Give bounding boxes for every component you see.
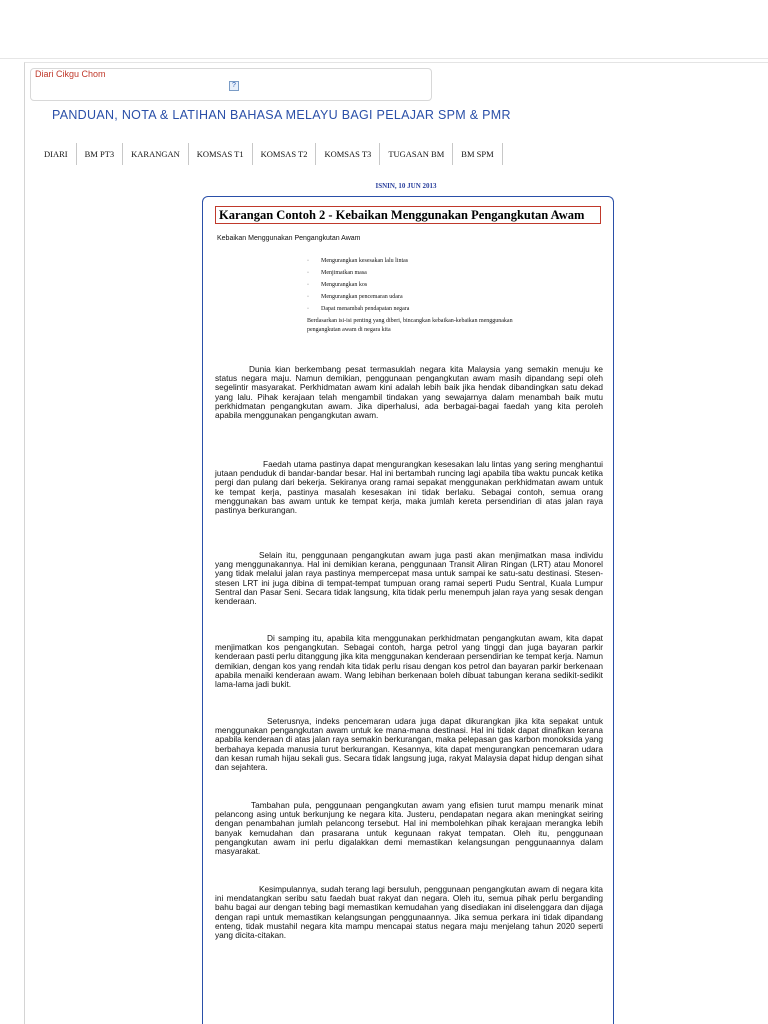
bullet-marker: · (307, 270, 309, 276)
list-item-text: Mengurangkan pencemaran udara (321, 294, 403, 300)
essay-paragraph: Dunia kian berkembang pesat termasuklah negara kita Malaysia yang semakin menuju ke status negara maju. Namun demikian, penggunaan pengangkutan awam masih dipandang sepi oleh segelintir masyarakat. Perkhidmatan awam kini adalah lebih baik jika hendak dibandingkan satu dekad yang lalu. Pihak kerajaan telah mengambil tindakan yang sewajarnya dalam menambah baik mutu perkhidmatan pengangkutan awam. Jika diperhalusi, ada berbagai-bagai faedah yang kita peroleh apabila menggunakan pengangkutan awam. (215, 364, 603, 421)
essay-instruction: Berdasarkan isi-isi penting yang diberi, bincangkan kebaikan-kebaikan menggunakan pengangkutan awam di negara kita (307, 318, 513, 333)
list-item (307, 267, 607, 279)
key-points-list (307, 255, 607, 315)
list-item (307, 255, 607, 267)
nav-item-diari[interactable]: DIARI (36, 143, 77, 165)
essay-paragraph: Tambahan pula, penggunaan pengangkutan awam yang efisien turut mampu menarik minat pelancong asing untuk berkunjung ke negara kita. Justeru, pendapatan negara akan meningkat seiring dengan penambahan jumlah pelancong tersebut. Hal ini membolehkan pihak kerajaan merangka lebih banyak kemudahan dan prasarana untuk kegunaan rakyat tempatan. Oleh itu, penggunaan pengangkutan awam ini perlu digalakkan demi memastikan kelangsungan penggunaannya dalam masyarakat. (215, 800, 603, 857)
post-body (202, 196, 614, 1024)
list-item (307, 279, 607, 291)
nav-item-bm-pt3[interactable]: BM PT3 (77, 143, 124, 165)
list-item-text: Mengurangkan kos (321, 282, 368, 288)
essay-paragraph: Faedah utama pastinya dapat mengurangkan kesesakan lalu lintas yang sering menghantui jutaan penduduk di bandar-bandar besar. Hal ini bertambah runcing lagi apabila tiba waktu puncak ketika pergi dan pulang dari bekerja. Sekiranya orang ramai sepakat menggunakan perkhidmatan awam untuk ke tempat kerja, pastinya masalah kesesakan ini tidak berlaku. Sebagai contoh, semua orang menggunakan bas awam untuk ke tempat kerja, maka jumlah kereta persendirian di atas jalan raya pastinya berkurangan. (215, 459, 603, 516)
post-subtitle: Kebaikan Menggunakan Pengangkutan Awam (217, 235, 361, 242)
bullet-marker: · (307, 282, 309, 288)
nav-item-karangan[interactable]: KARANGAN (123, 143, 189, 165)
top-divider (0, 58, 768, 59)
bullet-marker: · (307, 306, 309, 312)
bullet-marker: · (307, 258, 309, 264)
list-item (307, 303, 607, 315)
blog-description: PANDUAN, NOTA & LATIHAN BAHASA MELAYU BAGI PELAJAR SPM & PMR (52, 108, 511, 122)
post-date: ISNIN, 10 JUN 2013 (375, 182, 437, 190)
blog-title[interactable]: Diari Cikgu Chom (35, 69, 106, 79)
list-item (307, 291, 607, 303)
post-title[interactable]: Karangan Contoh 2 - Kebaikan Menggunakan Pengangkutan Awam (215, 206, 601, 224)
essay-paragraph: Di samping itu, apabila kita menggunakan perkhidmatan pengangkutan awam, kita dapat menjimatkan kos pengangkutan. Sebagai contoh, harga petrol yang tinggi dan juga bayaran parkir kenderaan pasti perlu ditanggung jika kita menggunakan kenderaan persendirian ke tempat kerja. Namun demikian, dengan kos yang rendah kita tidak perlu risau dengan kos petrol dan bayaran parkir berkenaan apabila menaiki kenderaan awam. Wang lebihan berkenaan boleh dibuat tabungan kerana sedikit-sedikit lama-lama jadi bukit. (215, 633, 603, 690)
nav-item-komsas-t3[interactable]: KOMSAS T3 (316, 143, 380, 165)
broken-image-icon: ? (229, 81, 239, 91)
blog-header (30, 68, 432, 101)
nav-item-tugasan-bm[interactable]: TUGASAN BM (380, 143, 453, 165)
essay-paragraph: Selain itu, penggunaan pengangkutan awam juga pasti akan menjimatkan masa individu yang menggunakannya. Hal ini demikian kerana, penggunaan Transit Aliran Ringan (LRT) atau Monorel yang tidak melalui jalan raya pastinya mempercepat masa untuk sampai ke satu-satu destinasi. Stesen-stesen LRT ini juga dibina di tempat-tempat tumpuan orang ramai seperti Pudu Sentral, Kuala Lumpur Sentral dan Pasar Seni. Secara tidak langsung, kita tidak perlu menempuh jalan raya yang sesak dengan kenderaan. (215, 550, 603, 607)
list-item-text: Menjimatkan masa (321, 270, 367, 276)
essay-paragraph: Seterusnya, indeks pencemaran udara juga dapat dikurangkan jika kita sepakat untuk menggunakan pengangkutan awam untuk ke mana-mana destinasi. Hal ini tidak dapat dinafikan kerana apabila kenderaan di atas jalan raya semakin berkurangan, maka pelepasan gas karbon monoksida yang berbahaya kepada manusia turut berkurangan. Kesannya, kita dapat mengurangkan pencemaran udara dan kesan rumah hijau sekali gus. Secara tidak langsung juga, rakyat Malaysia dapat hidup dengan sihat dan sejahtera. (215, 716, 603, 773)
list-item-text: Dapat menambah pendapatan negara (321, 306, 410, 312)
navigation-bar (36, 142, 503, 166)
essay-paragraph: Kesimpulannya, sudah terang lagi bersuluh, penggunaan pengangkutan awam di negara kita ini mendatangkan seribu satu faedah buat rakyat dan negara. Oleh itu, semua pihak perlu berganding bahu bagai aur dengan tebing bagi memastikan kemudahan yang disediakan ini diselenggara dan dijaga dengan rapi untuk memastikan kelangsungan penggunaannya. Jika semua perkara ini tidak dipandang enteng, tidak mustahil negara kita mampu mencapai status negara maju menjelang tahun 2020 seperti yang dicita-citakan. (215, 884, 603, 941)
nav-item-komsas-t1[interactable]: KOMSAS T1 (189, 143, 253, 165)
nav-item-bm-spm[interactable]: BM SPM (453, 143, 502, 165)
list-item-text: Mengurangkan kesesakan lalu lintas (321, 258, 409, 264)
nav-item-komsas-t2[interactable]: KOMSAS T2 (253, 143, 317, 165)
bullet-marker: · (307, 294, 309, 300)
